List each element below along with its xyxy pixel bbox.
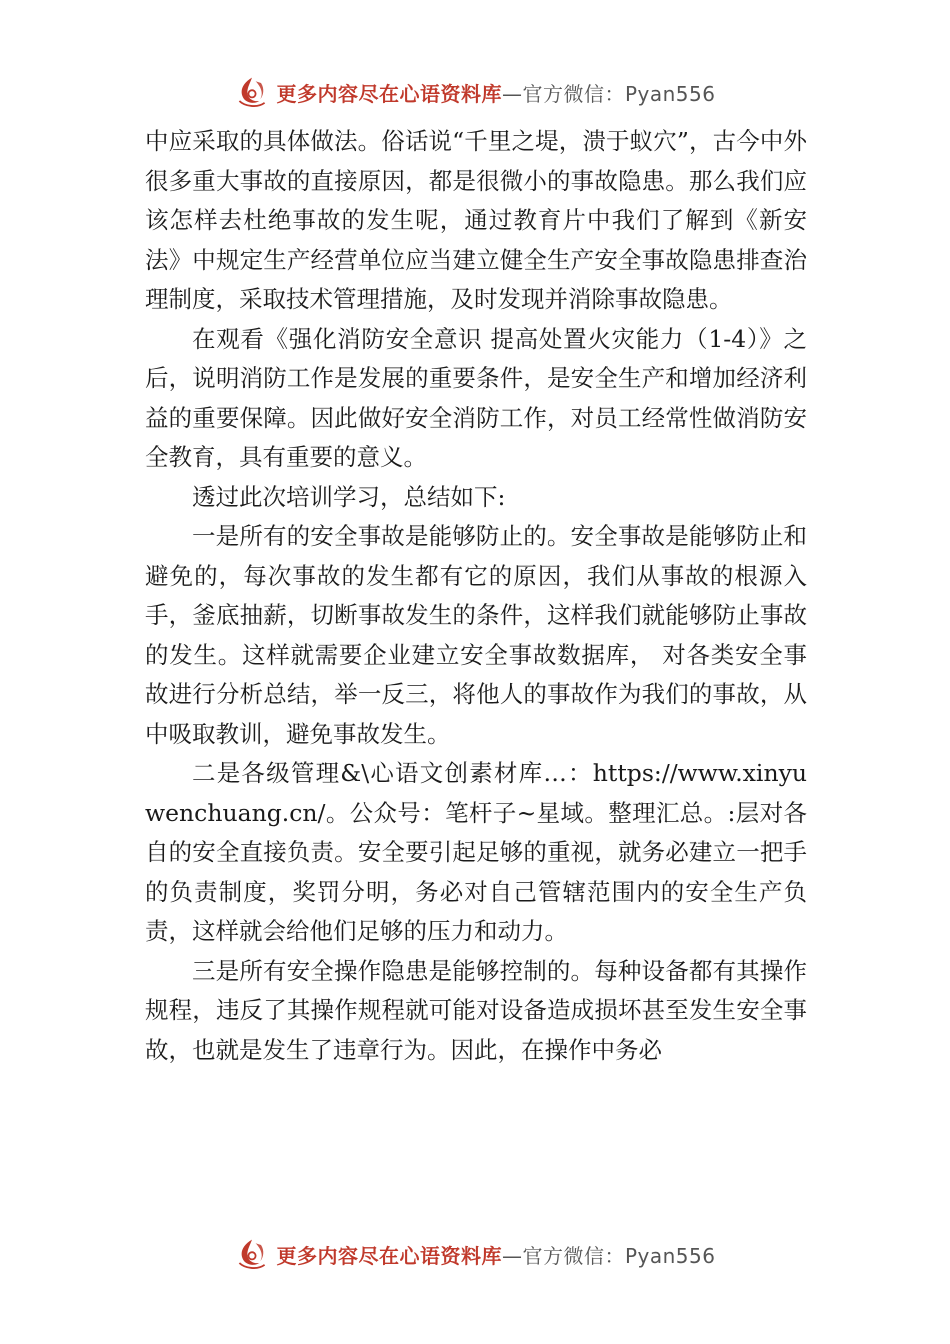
document-body (145, 122, 807, 1070)
paragraph-continuation: 中应采取的具体做法。俗话说“千里之堤，溃于蚁穴”，古今中外很多重大事故的直接原因，都是很微小的事故隐患。那么我们应该怎样去杜绝事故的发生呢，通过教育片中我们了解到《新安法》中规定生产经营单位应当建立健全生产安全事故隐患排查治理制度，采取技术管理措施，及时发现并消除事故隐患。 (145, 127, 807, 313)
footer-banner-text (276, 1240, 715, 1269)
footer-banner-lead: 更多内容尽在心语资料库 (276, 1243, 502, 1268)
header-banner-tail: —官方微信：Pyan556 (501, 81, 716, 106)
paragraph-point-one: 一是所有的安全事故是能够防止的。安全事故是能够防止和避免的，每次事故的发生都有它的原因，我们从事故的根源入手，釜底抽薪，切断事故发生的条件，这样我们就能够防止事故的发生。这样就需要企业建立安全事故数据库， 对各类安全事故进行分析总结，举一反三，将他人的事故作为我们的事故，从中吸取教训，避免事故发生。 (145, 522, 807, 748)
flame-swirl-logo-icon (234, 74, 270, 110)
footer-banner (0, 1232, 950, 1276)
paragraph-point-three: 三是所有安全操作隐患是能够控制的。每种设备都有其操作规程，违反了其操作规程就可能对设备造成损坏甚至发生安全事故，也就是发生了违章行为。因此，在操作中务必 (145, 956, 807, 1064)
header-banner-lead: 更多内容尽在心语资料库 (276, 81, 502, 106)
paragraph-summary-intro: 透过此次培训学习，总结如下: (192, 482, 506, 511)
header-banner (0, 70, 950, 114)
footer-banner-tail: —官方微信：Pyan556 (501, 1243, 716, 1268)
flame-swirl-logo-icon (234, 1236, 270, 1272)
header-banner-text (276, 78, 715, 107)
paragraph-point-two: 二是各级管理&\心语文创素材库…：https://www.xinyuwenchuang.cn/。公众号：笔杆子~星域。整理汇总。:层对各自的安全直接负责。安全要引起足够的重视，就务必建立一把手的负责制度，奖罚分明，务必对自己管辖范围内的安全生产负责，这样就会给他们足够的压力和动力。 (145, 759, 807, 945)
paragraph-fire-safety: 在观看《强化消防安全意识 提高处置火灾能力（1-4）》之后，说明消防工作是发展的重要条件，是安全生产和增加经济利益的重要保障。因此做好安全消防工作，对员工经常性做消防安全教育，具有重要的意义。 (145, 324, 807, 471)
